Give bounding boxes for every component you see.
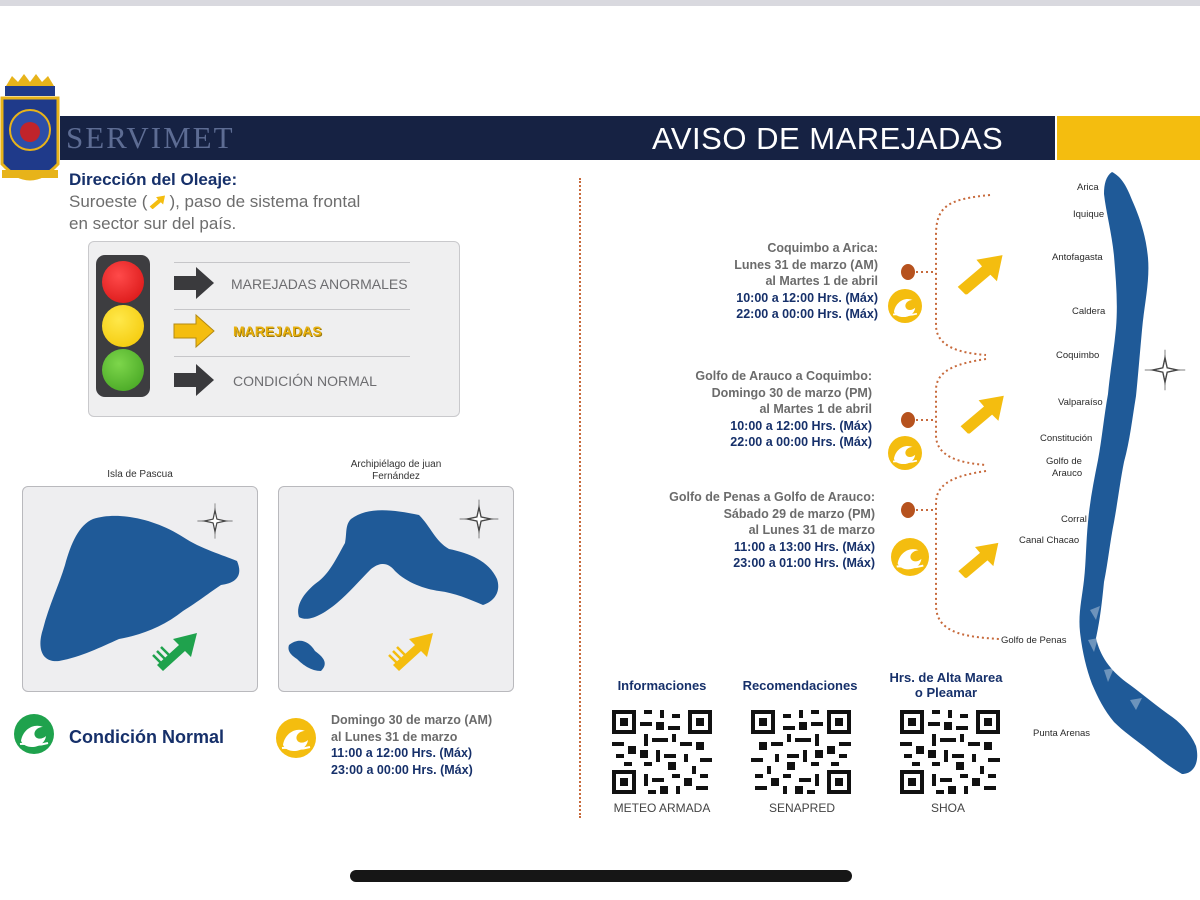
- juan-fernandez-title-1: Archipiélago de juan: [350, 459, 442, 470]
- event-time2: 22:00 a 00:00 Hrs. (Máx): [730, 435, 872, 449]
- red-light: [102, 261, 144, 303]
- event-zone: Golfo de Arauco a Coquimbo:: [695, 369, 872, 383]
- wave-direction-text: [69, 191, 360, 235]
- legend-divider: [174, 356, 410, 357]
- juan-fernandez-panel: [278, 486, 514, 692]
- wave-direction-title: Dirección del Oleaje:: [69, 170, 238, 189]
- event-line3: al Lunes 31 de marzo: [748, 523, 875, 537]
- chile-map: [1060, 170, 1200, 790]
- qr-code-senapred[interactable]: [751, 710, 851, 794]
- event-penas-arauco: [580, 489, 875, 572]
- qr-caption-shoa: SHOA: [930, 801, 965, 815]
- event-time2: 22:00 a 00:00 Hrs. (Máx): [736, 307, 878, 321]
- event-zone: Coquimbo a Arica:: [767, 241, 878, 255]
- legend-divider: [174, 262, 410, 263]
- event-coquimbo-arica: [580, 240, 878, 323]
- compass-rose-icon: [460, 500, 499, 539]
- islands-warning-line2: al Lunes 31 de marzo: [331, 729, 458, 744]
- city-label: Coquimbo: [1056, 350, 1100, 361]
- city-label: Arauco: [1052, 468, 1083, 479]
- qr-caption-meteo: METEO ARMADA: [613, 801, 711, 815]
- legend-label-abnormal: MAREJADAS ANORMALES: [231, 276, 408, 292]
- brand-name: SERVIMET: [66, 120, 235, 155]
- yellow-arrow-icon: [957, 388, 1011, 434]
- city-label: Canal Chacao: [1019, 535, 1080, 546]
- legend-label-normal: CONDICIÓN NORMAL: [233, 373, 377, 389]
- yellow-wave-icon: [888, 289, 922, 323]
- yellow-wave-icon: [276, 718, 316, 758]
- dark-arrow-icon: [172, 362, 216, 398]
- juan-fernandez-title-2: Fernández: [372, 471, 420, 482]
- qr-code-meteo-armada[interactable]: [612, 710, 712, 794]
- city-label: Iquique: [1073, 209, 1105, 220]
- compass-rose-icon: [1145, 350, 1185, 390]
- easter-island-map: [23, 487, 257, 691]
- islands-warning-time1: 11:00 a 12:00 Hrs. (Máx): [331, 746, 473, 760]
- event-line3: al Martes 1 de abril: [759, 402, 872, 416]
- islands-warning-line1: Domingo 30 de marzo (AM): [331, 713, 493, 727]
- qr-title-tides-1: Hrs. de Alta Marea: [889, 670, 1003, 685]
- direction-text-line2: en sector sur del país.: [69, 214, 237, 233]
- event-arauco-coquimbo: [580, 368, 872, 451]
- qr-title-recommendations: Recomendaciones: [742, 678, 858, 693]
- juan-fernandez-title: [278, 459, 514, 483]
- city-label: Constitución: [1040, 433, 1093, 444]
- city-label: Antofagasta: [1052, 252, 1103, 263]
- city-label: Valparaíso: [1058, 397, 1103, 408]
- direction-text-after: ), paso de sistema frontal: [169, 192, 361, 211]
- green-wave-icon: [14, 714, 54, 754]
- city-label: Arica: [1077, 182, 1099, 193]
- city-label: Golfo de Penas: [1001, 635, 1067, 646]
- yellow-wave-icon: [891, 538, 929, 576]
- event-line2: Lunes 31 de marzo (AM): [734, 257, 878, 272]
- event-time1: 10:00 a 12:00 Hrs. (Máx): [730, 418, 872, 433]
- city-label: Golfo de: [1046, 456, 1082, 467]
- top-border: [0, 0, 1200, 6]
- city-label: Corral: [1061, 514, 1087, 525]
- qr-code-shoa[interactable]: [900, 710, 1000, 794]
- legend-label-swells: MAREJADAS: [233, 323, 322, 339]
- compass-rose-icon: [197, 503, 232, 538]
- yellow-arrow-icon: [147, 193, 169, 209]
- qr-title-tides-2: o Pleamar: [914, 685, 978, 700]
- qr-caption-senapred: SENAPRED: [768, 801, 836, 815]
- page-title: AVISO DE MAREJADAS: [652, 121, 1004, 156]
- event-time1: 11:00 a 13:00 Hrs. (Máx): [733, 539, 875, 554]
- normal-condition-label: Condición Normal: [69, 727, 225, 747]
- yellow-wave-icon: [888, 436, 922, 470]
- header-accent: [1057, 116, 1200, 160]
- city-label: Caldera: [1072, 306, 1106, 317]
- islands-warning-time2: 23:00 a 00:00 Hrs. (Máx): [331, 762, 473, 777]
- yellow-light: [102, 305, 144, 347]
- event-time1: 10:00 a 12:00 Hrs. (Máx): [736, 290, 878, 305]
- event-zone: Golfo de Penas a Golfo de Arauco:: [669, 490, 875, 504]
- green-arrow-icon: [157, 633, 197, 671]
- yellow-arrow-icon: [954, 247, 1010, 295]
- qr-title-tides: [876, 670, 1016, 700]
- direction-text-before: Suroeste (: [69, 192, 148, 211]
- juan-fernandez-map: [279, 487, 513, 691]
- islands-warning: [331, 712, 492, 778]
- dark-arrow-icon: [172, 265, 216, 301]
- qr-title-info: Informaciones: [617, 678, 707, 693]
- event-line3: al Martes 1 de abril: [765, 274, 878, 288]
- easter-island-panel: [22, 486, 258, 692]
- event-line2: Sábado 29 de marzo (PM): [723, 506, 875, 521]
- yellow-arrow-icon: [955, 535, 1005, 579]
- yellow-arrow-icon: [393, 633, 433, 671]
- easter-island-title: Isla de Pascua: [107, 469, 173, 480]
- green-light: [102, 349, 144, 391]
- home-indicator[interactable]: [350, 870, 852, 882]
- city-label: Punta Arenas: [1033, 728, 1091, 739]
- event-time2: 23:00 a 01:00 Hrs. (Máx): [733, 556, 875, 570]
- legend-divider: [174, 309, 410, 310]
- event-line2: Domingo 30 de marzo (PM): [711, 385, 872, 400]
- yellow-legend-arrow-icon: [172, 313, 216, 349]
- navy-crest-icon: [0, 72, 60, 194]
